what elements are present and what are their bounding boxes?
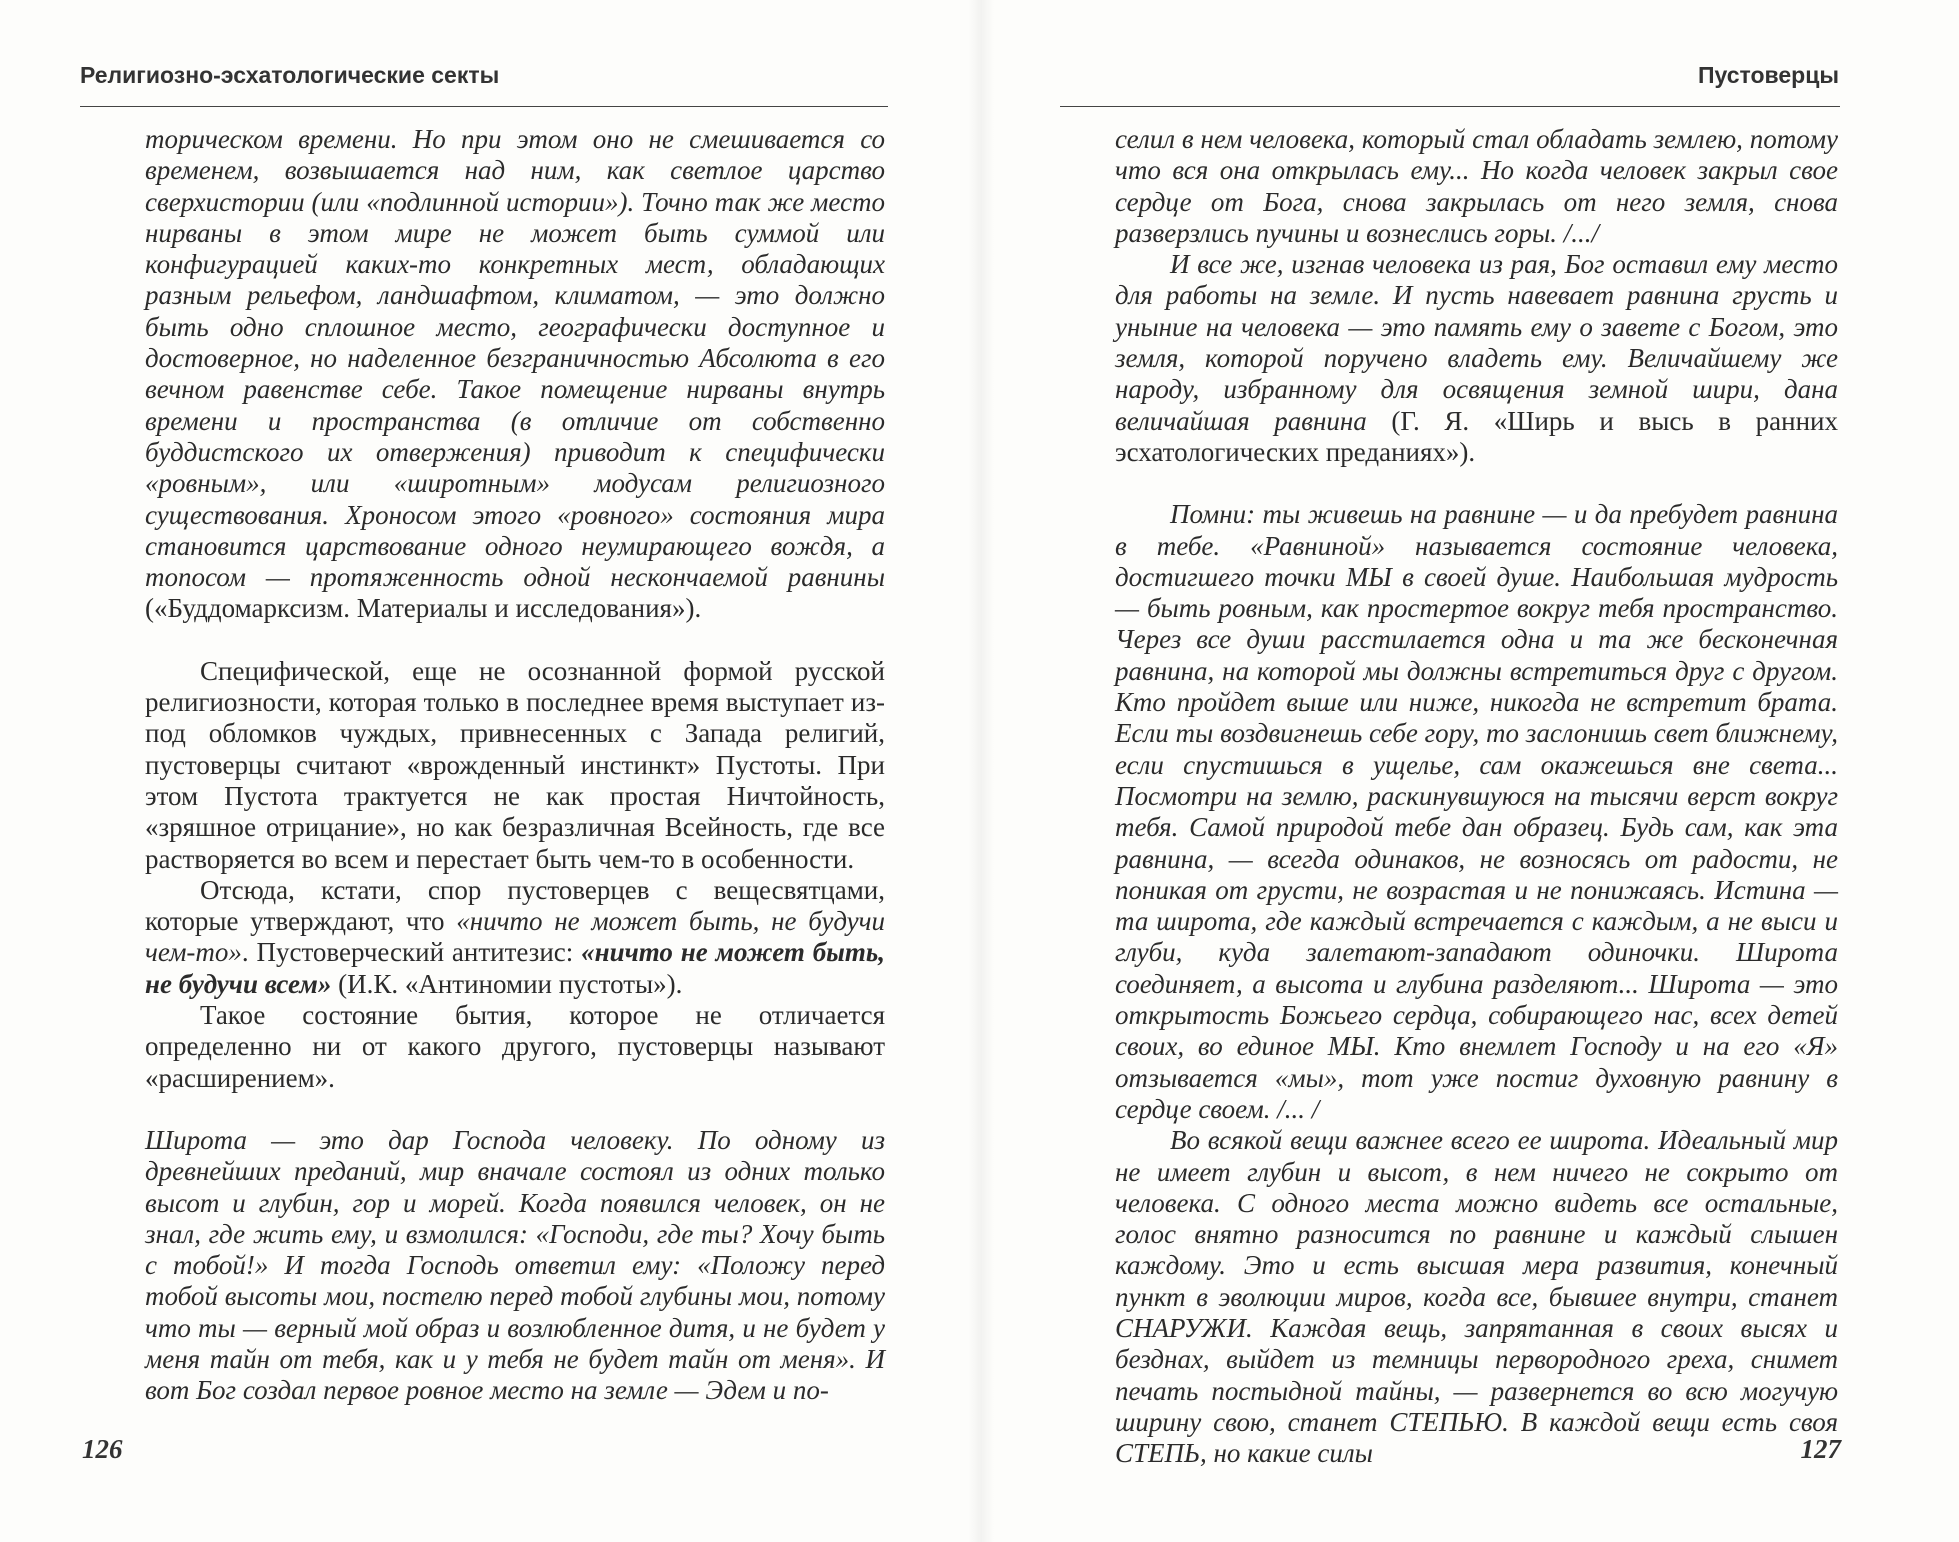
quote-continuation-1: селил в нем человека, который стал обладать землею, потому что вся она открылась ему... Но когда человек закрыл свое сердце от Бога, снова закрылась от него земля, снова разверзлись пучины и вознеслись горы. /.../ (1115, 124, 1838, 248)
header-rule-right (1060, 106, 1840, 107)
paragraph-2-intro: Отсюда, кстати, спор пустоверцев с вещесвятцами, которые утверждают, что (145, 874, 885, 937)
quote-continuation-2-text: И все же, изгнав человека из рая, Бог оставил ему место для работы на земле. И пусть навевает равнина грусть и уныние на человека — это память ему о завете с Богом, это земля, которой поручено владеть ему. Величайшему же народу, избранному для освящения земной шири, дана величайшая равнина (1115, 249, 1838, 436)
right-body-text (1115, 124, 1838, 1469)
running-head-left: Религиозно-эсхатологические секты (80, 62, 500, 88)
quote-continuation-2-source: (Г. Я. «Ширь и высь в ранних эсхатологических преданиях»). (1115, 405, 1838, 467)
quote-2-paragraph-2: Во всякой вещи важнее всего ее широта. Идеальный мир не имеет глубин и высот, в нем ничего не сокрыто от человека. С одного места можно видеть все остальные, голос внятно разносится по равнине и каждый слышен каждому. Это и есть высшая мера развития, конечный пункт в эволюции миров, когда все, бывшее внутри, станет СНАРУЖИ. Каждая вещь, запрятанная в своих высях и безднах, выйдет из темницы первородного греха, снимет печать постыдной тайны, — развернется во всю могучую ширину свою, станет СТЕПЬЮ. В каждой вещи есть своя СТЕПЬ, но какие силы (1115, 1125, 1838, 1469)
page-number-right: 127 (1800, 1434, 1841, 1464)
quote-2-paragraph-1: Помни: ты живешь на равнине — и да пребудет равнина в тебе. «Равниной» называется состояние человека, достигшего точки МЫ в своей душе. Наибольшая мудрость — быть ровным, как простертое вокруг тебя пространство. Через все души расстилается одна и та же бесконечная равнина, на которой мы должны встретиться друг с другом. Кто пройдет выше или ниже, никогда не встретит брата. Если ты воздвигнешь себе гору, то заслонишь свет ближнему, если спустишься в ущелье, сам окажешься вне света... Посмотри на землю, раскинувшуюся на тысячи верст вокруг тебя. Самой природой тебе дан образец. Будь сам, как эта равнина, — всегда одинаков, не возносясь от радости, не поникая от грусти, не возрастая и не понижаясь. Истина — та широта, где каждый встречается с каждым, а не выси и глуби, куда залетают-западают одиночки. Широта соединяет, а высота и глубина разделяют... Широта — это открытость Божьего сердца, собирающего нас, всех детей своих, во единое МЫ. Кто внемлет Господу и на его «Я» отзывается «мы», тот уже постиг духовную равнину в сердце своем. /... / (1115, 499, 1838, 1124)
quote-continuation-2 (1115, 249, 1838, 468)
right-page (980, 0, 1959, 1542)
paragraph-2 (145, 875, 885, 1000)
paragraph-2-source: (И.К. «Антиномии пустоты»). (331, 968, 683, 999)
page-number-left: 126 (82, 1434, 123, 1464)
quote-continuation-text: торическом времени. Но при этом оно не смешивается со временем, возвышается над ним, как светлое царство сверхистории (или «подлинной истории»). Точно так же место нирваны в этом мире не может быть суммой или конфигурацией каких-то конкретных мест, обладающих разным рельефом, ландшафтом, климатом, — это должно быть одно сплошное место, географически доступное и достоверное, но наделенное безграничностью Абсолюта в его вечном равенстве себе. Такое помещение нирваны внутрь времени и пространства (в отличие от собственно буддистского их отвержения) приводит к специфически «ровным», или «широтным» модусам религиозного существования. Хроносом этого «ровного» состояния мира становится царствование одного неумирающего вождя, а топосом — протяженность одной нескончаемой равнины (145, 124, 885, 593)
paragraph-1: Специфической, еще не осознанной формой русской религиозности, которая только в последнее время выступает из-под обломков чуждых, привнесенных с Запада религий, пустоверцы считают «врожденный инстинкт» Пустоты. При этом Пустота трактуется не как простая Ничтойность, «зряшное отрицание», но как безразличная Всейность, где все растворяется во всем и перестает быть чем-то в особенности. (145, 655, 885, 874)
paragraph-2-mid: . Пустоверческий антитезис: (241, 937, 582, 968)
paragraph-3: Такое состояние бытия, которое не отличается определенно ни от какого другого, пустоверцы называют «расширением». (145, 1000, 885, 1093)
thesis-quote: «ничто не может быть, не будучи чем-то» (145, 906, 885, 968)
left-body-text (145, 124, 885, 1407)
running-head-right: Пустоверцы (1697, 62, 1839, 88)
quote-continuation (145, 124, 885, 625)
header-rule-left (80, 106, 888, 107)
quote-start: Широта — это дар Господа человеку. По одному из древнейших преданий, мир вначале состоял из одних только высот и глубин, гор и морей. Когда появился человек, он не знал, где жить ему, и взмолился: «Господи, где ты? Хочу быть с тобой!» И тогда Господь ответил ему: «Положу перед тобой высоты мои, постелю перед тобой глубины мои, потому что ты — верный мой образ и возлюбленное дитя, и не будет у меня тайн от тебя, как и у тебя не будет тайн от меня». И вот Бог создал первое ровное место на земле — Эдем и по- (145, 1124, 885, 1406)
quote-source: («Буддомарксизм. Материалы и исследования»). (145, 593, 702, 624)
antithesis-quote: «ничто не может быть, не будучи всем» (145, 937, 885, 999)
